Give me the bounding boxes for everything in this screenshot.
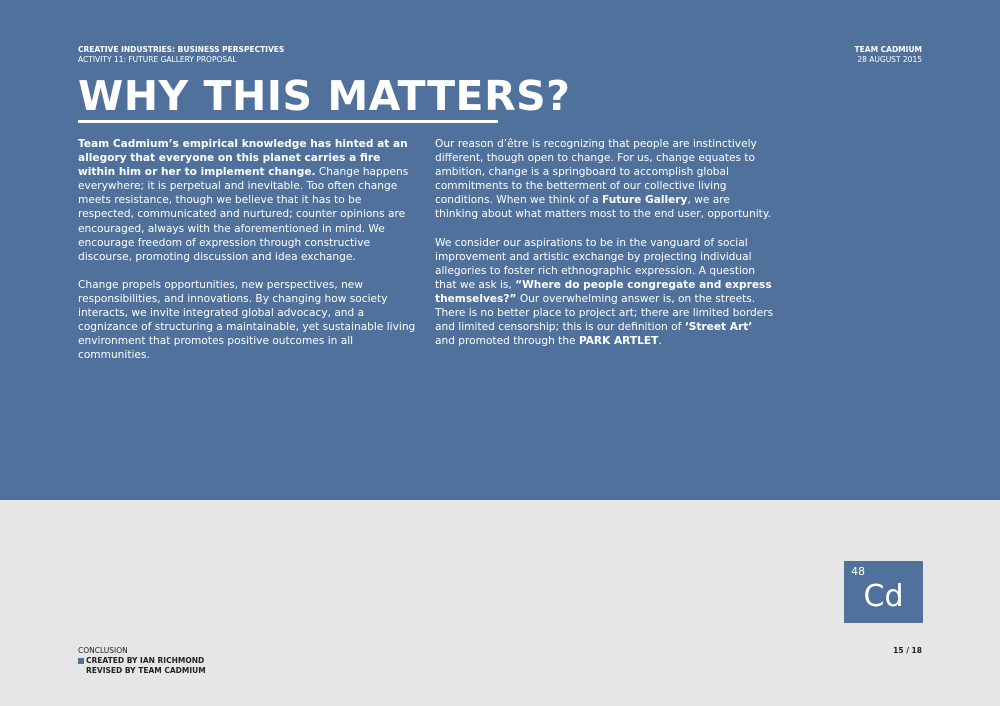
right-p1-bold: Future Gallery [602,194,688,207]
document-header-left [78,45,284,64]
right-paragraph-2 [435,236,775,349]
footer-created-line [78,656,206,666]
right-p2-text-c: and promoted through the [435,335,579,348]
element-badge [844,561,923,623]
document-header-right [855,45,922,64]
right-p2-bold-park-artlet: PARK ARTLET [578,335,659,348]
element-number: 48 [851,565,865,578]
footer-created: CREATED BY IAN RICHMOND [86,656,205,665]
left-paragraph-1 [78,137,418,264]
right-p1-text-a: Our reason d’être is recognizing that people are instinctively different, though open to change. For us, change equates to ambition, change is a springboard to accomplish global commitments to the betterment of our collective living conditions. When we think of a [435,138,757,207]
left-paragraph-2: Change propels opportunities, new perspectives, new responsibilities, and innovations. By changing how society interacts, we invite integrated global advocacy, and a cognizance of structuring a maintainable, yet sustainable living environment that promotes positive outcomes in all communities. [78,278,416,362]
team-name: TEAM CADMIUM [854,45,922,54]
footer-section: CONCLUSION [78,646,128,655]
left-p1-text: Change happens everywhere; it is perpetual and inevitable. Too often change meets resistance, though we believe that it has to be respected, communicated and nurtured; counter opinions are encouraged, always with the aforementioned in mind. We encourage freedom of expression through constructive discourse, promoting discussion and idea exchange. [78,166,409,263]
activity-title: ACTIVITY 11: FUTURE GALLERY PROPOSAL [78,54,237,64]
left-p1-bold: Team Cadmium’s empirical knowledge has hinted at an allegory that everyone on this planet carries a fire within him or her to implement change. [78,138,408,179]
course-title: CREATIVE INDUSTRIES: BUSINESS PERSPECTIVES [78,45,285,54]
right-p2-text-b: Our overwhelming answer is, on the streets. There is no better place to project art; there are limited borders and limited censorship; this is our definition of [435,293,774,334]
title-underline [78,120,498,123]
right-p2-text-a: We consider our aspirations to be in the vanguard of social improvement and artistic exchange by projecting individual allegories to foster rich ethnographic expression. A question that we ask is, [435,236,756,291]
element-symbol: Cd [863,579,904,614]
right-p2-text-d: . [658,335,662,348]
right-p1-text-b: , we are thinking about what matters most to the end user, opportunity. [435,194,771,221]
right-column [435,137,775,363]
footer-revised: REVISED BY TEAM CADMIUM [86,666,206,675]
left-column [78,137,418,377]
document-date: 28 AUGUST 2015 [857,54,922,64]
right-p2-bold-street-art: ‘Street Art’ [684,321,753,334]
page-number: 15 / 18 [893,646,922,655]
right-p2-bold-question: “Where do people congregate and express themselves?” [435,278,772,306]
page-title: WHY THIS MATTERS? [78,72,571,120]
right-paragraph-1 [435,137,775,222]
footer-credits [78,646,206,676]
square-bullet-icon [78,658,84,664]
